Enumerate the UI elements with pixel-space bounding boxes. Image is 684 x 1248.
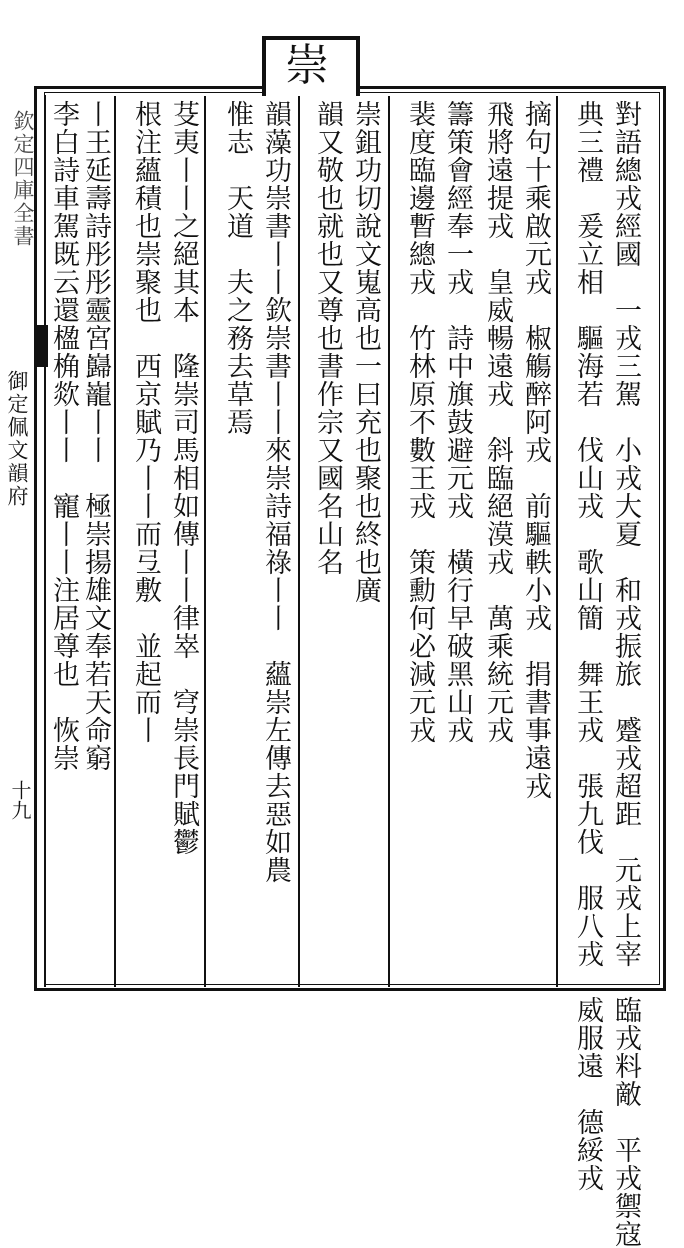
text-column-11: 芟夷丨丨之絕其本 隆崇司馬相如傳丨丨律崒 穹崇長門賦鬱 [168, 100, 200, 856]
text-column-6: 裴度臨邊暫總戎 竹林原不數王戎 策勳何必減元戎 [404, 100, 436, 744]
margin-block [36, 325, 48, 367]
text-column-2: 典三禮 爰立相 驅海若 伐山戎 歌山簡 舞王戎 張九伐 服八戎 威服遠 德綏戎 [572, 100, 604, 1192]
column-separator [556, 96, 558, 987]
text-column-13: 丨王延壽詩彤彤靈宮巋巃丨丨 極崇揚雄文奉若天命窮 [80, 100, 112, 772]
text-column-8: 韻又敬也就也又尊也書作宗又國名山名 [312, 100, 344, 576]
column-separator [204, 96, 206, 987]
text-column-10: 惟志 天道 夫之務去草焉 [222, 100, 254, 436]
text-column-1: 對語總戎經國 一戎三駕 小戎大夏 和戎振旅 蹙戎超距 元戎上宰 臨戎料敵 平戎禦寇 [610, 100, 642, 1248]
text-column-9: 韻藻功崇書丨丨欽崇書丨丨來崇詩福祿丨丨 蘊崇左傳去惡如農 [260, 100, 292, 884]
text-column-3: 摘句十乘啟元戎 椒觴醉阿戎 前驅軼小戎 捐書事遠戎 [520, 100, 552, 800]
text-column-14: 李白詩車駕既云還楹桷欻丨丨 寵丨丨注居尊也 恢崇 [48, 100, 80, 772]
text-column-4: 飛將遠提戎 皇威暢遠戎 斜臨絕漠戎 萬乘統元戎 [482, 100, 514, 744]
column-separator [298, 96, 300, 987]
column-separator [114, 96, 116, 987]
margin-title: 欽定四庫全書 [11, 110, 35, 248]
text-column-7: 崇鉏功切說文嵬高也一曰充也聚也終也廣 [350, 100, 382, 604]
margin-book-title: 御定佩文韻府 [5, 370, 29, 508]
header-tab-char: 崇 [285, 40, 329, 91]
text-column-5: 籌策會經奉一戎 詩中旗鼓避元戎 橫行早破黑山戎 [442, 100, 474, 744]
column-separator [388, 96, 390, 987]
text-column-12: 根注蘊積也崇聚也 西京賦乃丨丨而弖敷 並起而丨 [130, 100, 162, 744]
page-number: 十九 [8, 780, 32, 820]
